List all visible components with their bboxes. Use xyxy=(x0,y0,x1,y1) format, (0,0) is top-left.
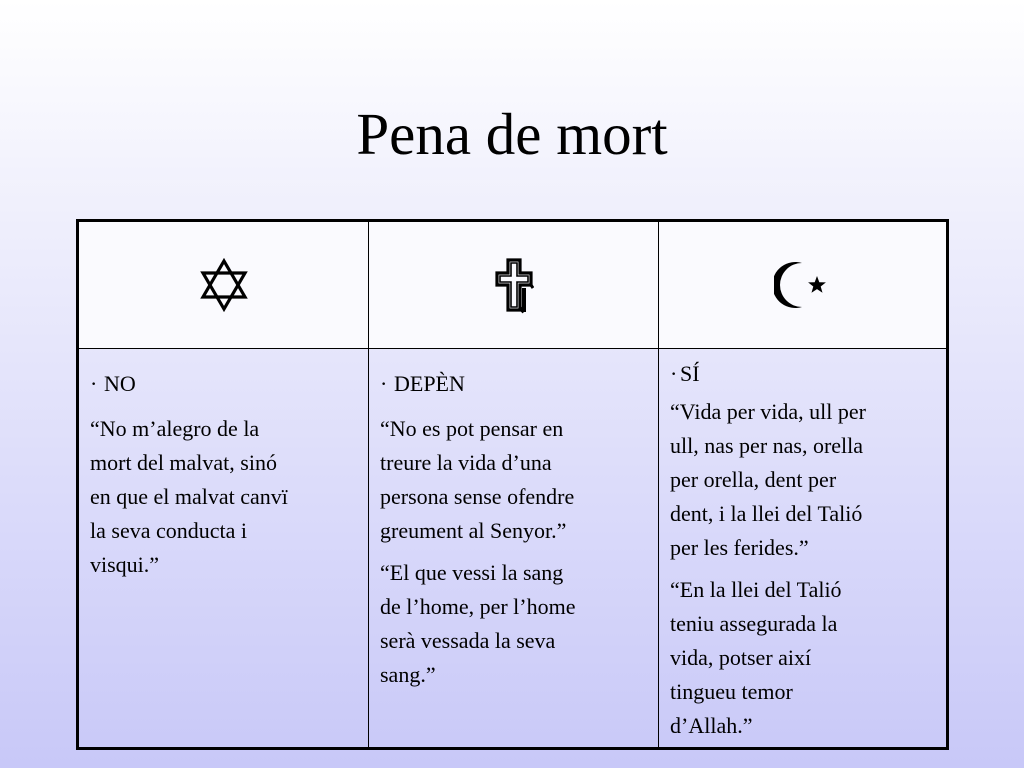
quote-line: per orella, dent per xyxy=(670,467,837,492)
quote-line: greument al Senyor.” xyxy=(380,518,567,543)
quote-line: tingueu temor xyxy=(670,679,793,704)
quote-line: dent, i la llei del Talió xyxy=(670,501,863,526)
quote-line: per les ferides.” xyxy=(670,535,809,560)
quote-line: sang.” xyxy=(380,662,436,687)
quote-line: ull, nas per nas, orella xyxy=(670,433,864,458)
verdict-si: · SÍ xyxy=(670,361,700,386)
star-of-david-icon xyxy=(79,222,368,348)
quote-line: visqui.” xyxy=(90,552,160,577)
quote-block xyxy=(380,556,650,692)
quote-line: “No m’alegro de la xyxy=(90,416,260,441)
quote-block xyxy=(90,412,360,582)
body-cell-islam xyxy=(659,349,946,747)
quote-block xyxy=(670,395,938,565)
quote-line: persona sense ofendre xyxy=(380,484,575,509)
quote-line: “Vida per vida, ull per xyxy=(670,399,866,424)
verdict-no: · NO xyxy=(90,371,136,396)
slide-title: Pena de mort xyxy=(356,101,668,167)
quote-line: serà vessada la seva xyxy=(380,628,556,653)
header-cell-judaism xyxy=(79,222,369,349)
quote-line: treure la vida d’una xyxy=(380,450,552,475)
crescent-and-star-icon xyxy=(659,222,946,348)
quote-line: en que el malvat canvï xyxy=(90,484,288,509)
quote-line: mort del malvat, sinó xyxy=(90,450,277,475)
header-cell-christianity xyxy=(369,222,659,349)
quote-line: teniu assegurada la xyxy=(670,611,838,636)
body-cell-judaism xyxy=(79,349,369,747)
quote-line: “El que vessi la sang xyxy=(380,560,564,585)
quote-block xyxy=(670,573,938,743)
quote-line: vida, potser així xyxy=(670,645,812,670)
quote-line: de l’home, per l’home xyxy=(380,594,576,619)
quote-line: la seva conducta i xyxy=(90,518,247,543)
quote-line: “No es pot pensar en xyxy=(380,416,564,441)
verdict-depen: · DEPÈN xyxy=(380,371,465,396)
quote-line: d’Allah.” xyxy=(670,713,753,738)
quote-line: “En la llei del Talió xyxy=(670,577,842,602)
quote-block xyxy=(380,412,650,548)
comparison-table xyxy=(76,219,949,750)
cross-icon xyxy=(369,222,658,348)
header-cell-islam xyxy=(659,222,946,349)
body-cell-christianity xyxy=(369,349,659,747)
